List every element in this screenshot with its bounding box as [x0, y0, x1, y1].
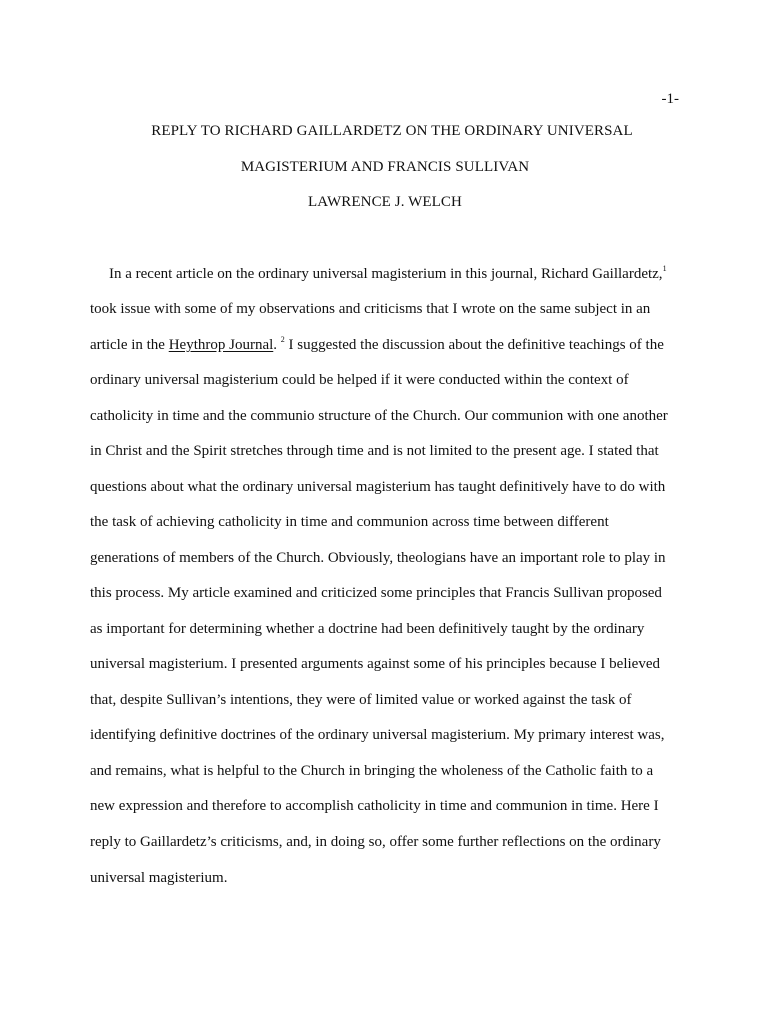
body-line: reply to Gaillardetz’s criticisms, and, in doing so, offer some further reflections on the ordinary	[90, 834, 661, 850]
body-line: as important for determining whether a doctrine had been definitively taught by the ordinary	[90, 621, 645, 637]
title-line-1: REPLY TO RICHARD GAILLARDETZ ON THE ORDINARY UNIVERSAL	[151, 123, 633, 139]
author-name: LAWRENCE J. WELCH	[308, 194, 462, 210]
body-line: universal magisterium.	[90, 870, 228, 886]
body-text: .	[273, 337, 278, 353]
footnote-ref-1[interactable]: 1	[662, 263, 667, 273]
body-line: that, despite Sullivan’s intentions, they were of limited value or worked against the task of	[90, 692, 632, 708]
body-line: new expression and therefore to accomplish catholicity in time and communion in time. Here I	[90, 798, 659, 814]
body-line: questions about what the ordinary universal magisterium has taught definitively have to do with	[90, 479, 666, 495]
footnote-ref-2[interactable]: 2	[280, 334, 285, 344]
body-line: the task of achieving catholicity in time and communion across time between different	[90, 514, 609, 530]
body-line: took issue with some of my observations and criticisms that I wrote on the same subject in an	[90, 301, 651, 317]
body-line: in Christ and the Spirit stretches through time and is not limited to the present age. I stated that	[90, 443, 659, 459]
body-line: ordinary universal magisterium could be helped if it were conducted within the context of	[90, 372, 629, 388]
journal-title: Heythrop Journal	[168, 337, 274, 353]
body-line	[109, 264, 667, 284]
body-text: article in the	[90, 337, 169, 353]
body-text: In a recent article on the ordinary universal magisterium in this journal, Richard Gaillardetz,	[109, 266, 663, 282]
body-line	[90, 335, 664, 355]
body-line: universal magisterium. I presented arguments against some of his principles because I believed	[90, 656, 660, 672]
body-line: catholicity in time and the communio structure of the Church. Our communion with one another	[90, 408, 668, 424]
body-line: identifying definitive doctrines of the ordinary universal magisterium. My primary interest was,	[90, 727, 665, 743]
page-number: -1-	[661, 91, 679, 107]
body-line: generations of members of the Church. Obviously, theologians have an important role to play in	[90, 550, 666, 566]
body-text: I suggested the discussion about the definitive teachings of the	[284, 337, 664, 353]
body-line: this process. My article examined and criticized some principles that Francis Sullivan proposed	[90, 585, 662, 601]
title-line-2: MAGISTERIUM AND FRANCIS SULLIVAN	[240, 159, 530, 175]
body-line: and remains, what is helpful to the Church in bringing the wholeness of the Catholic faith to a	[90, 763, 654, 779]
